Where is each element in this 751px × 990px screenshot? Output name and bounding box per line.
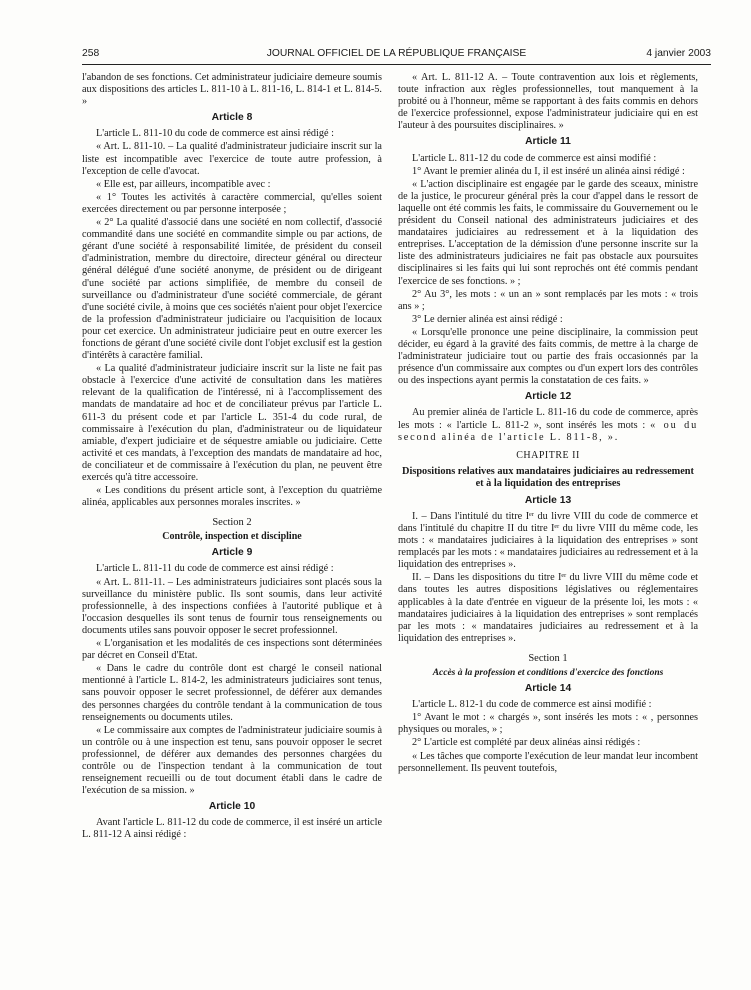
- paragraph: Avant l'article L. 811-12 du code de commerce, il est inséré un article L. 811-12 A ainsi rédigé :: [82, 817, 382, 841]
- section-heading: Section 2: [212, 517, 252, 529]
- paragraph: « L'action disciplinaire est engagée par le garde des sceaux, ministre de la justice, le procureur général près la cour d'appel dans le ressort de laquelle ont été commis les faits, le commissaire du Gouvernement ou le président du Conseil national des administrateurs judiciaires et des mandataires judiciaires au redressement et à la liquidation des entreprises. L'acceptation de la démission d'une personne inscrite sur la liste des administrateurs judiciaires ne fait pas obstacle aux poursuites disciplinaires si les faits qui lui sont reprochés ont été commis pendant l'exercice de ses fonctions. » ;: [398, 178, 698, 287]
- section-heading: Section 1: [528, 652, 568, 664]
- left-column: [82, 72, 382, 843]
- article-heading: Article 9: [211, 547, 253, 559]
- paragraph: « Dans le cadre du contrôle dont est chargé le conseil national mentionné à l'article L. 814-2, les administrateurs judiciaires sont tenus, sans pouvoir opposer le secret professionnel, de déférer aux demandes des personnes chargées du contrôle tendant à la communication de tous renseignements ou documents utiles.: [82, 663, 382, 723]
- inserted-words: « ou du second alinéa de l'article L. 811-8, ».: [398, 419, 698, 443]
- article-heading: Article 11: [525, 136, 571, 148]
- paragraph: « La qualité d'administrateur judiciaire inscrit sur la liste ne fait pas obstacle à l'exercice d'une activité de consultation dans les matières relevant de la qualification de l'intéressé, ni à l'accomplissement des mandats de mandataire ad hoc et de conciliateur prévus par l'article L. 611-3 du présent code et par l'article L. 351-4 du code rural, de commissaire à l'exécution du plan, d'administrateur ou de liquidateur amiable, d'expert judiciaire et de séquestre amiable ou judiciaire. Cette activité et ces mandats, à l'exception des mandats de mandataire ad hoc, de conciliateur et de commissaire à l'exécution du plan, ne peuvent être exercés qu'à titre accessoire.: [82, 363, 382, 483]
- paragraph: II. – Dans les dispositions du titre Iᵉʳ du livre VIII du même code et dans toutes les autres dispositions législatives ou réglementaires applicables à la date d'entrée en vigueur de la présente loi, les mots : « mandataires judiciaires à la liquidation des entreprises » sont remplacés par les mots : « mandataires judiciaires au redressement et à la liquidation des entreprises ».: [398, 572, 698, 644]
- paragraph: « 2° La qualité d'associé dans une société en nom collectif, d'associé commandité dans une société en commandite simple ou par actions, de gérant d'une société à responsabilité limitée, de président du conseil d'administration, membre du directoire, directeur général ou directeur général délégué d'une société anonyme, de président ou de dirigeant d'une société par actions simplifiée, de membre du conseil de surveillance ou d'administrateur d'une société commerciale, de gérant d'une société civile, à moins que ces sociétés n'aient pour objet l'exercice de la profession d'administrateur judiciaire ou l'acquisition de locaux pour cet exercice. Un administrateur judiciaire peut en outre exercer les fonctions de gérant d'une société civile dont l'objet exclusif est la gestion d'intérêts à caractère familial.: [82, 217, 382, 362]
- paragraph-text: Au premier alinéa de l'article L. 811-16 du code de commerce, après les mots : « l'article L. 811-2 », sont insérés les mots :: [398, 407, 698, 431]
- page-number: 258: [82, 48, 100, 59]
- paragraph: « L'organisation et les modalités de ces inspections sont déterminées par décret en Conseil d'Etat.: [82, 638, 382, 662]
- paragraph: 2° L'article est complété par deux alinéas ainsi rédigés :: [412, 737, 641, 749]
- paragraph: L'article L. 812-1 du code de commerce est ainsi modifié :: [412, 699, 652, 711]
- section-title: Contrôle, inspection et discipline: [162, 531, 302, 543]
- paragraph: « Art. L. 811-11. – Les administrateurs judiciaires sont placés sous la surveillance du ministère public. Ils sont soumis, dans leur activité professionnelle, à des inspections confiées à l'autorité publique et à l'occasion desquelles ils sont tenus de fournir tous renseignements ou documents utiles sans pouvoir opposer le secret professionnel.: [82, 576, 382, 636]
- paragraph: l'abandon de ses fonctions. Cet administrateur judiciaire demeure soumis aux dispositions des articles L. 811-10 à L. 811-16, L. 814-1 et L. 814-5. »: [82, 72, 382, 108]
- publication-date: 4 janvier 2003: [646, 48, 711, 59]
- chapter-heading: CHAPITRE II: [516, 449, 580, 461]
- paragraph: L'article L. 811-10 du code de commerce est ainsi rédigé :: [96, 128, 334, 140]
- article-heading: Article 13: [524, 494, 572, 506]
- paragraph: [398, 407, 698, 443]
- paragraph: « Lorsqu'elle prononce une peine disciplinaire, la commission peut décider, eu égard à la gravité des faits commis, de mettre à la charge de l'administrateur judiciaire tout ou partie des frais occasionnés par la présence d'un commissaire aux comptes ou d'un expert lors des contrôles ou des inspections ayant permis la constatation de ces faits. »: [398, 326, 698, 387]
- paragraph: « 1° Toutes les activités à caractère commercial, qu'elles soient exercées directement ou par personne interposée ;: [82, 191, 382, 215]
- paragraph: I. – Dans l'intitulé du titre Iᵉʳ du livre VIII du code de commerce et dans l'intitulé du chapitre II du titre Iᵉʳ du livre VIII du même code, les mots : « mandataires judiciaires à la liquidation des entreprises » sont remplacés par les mots : « mandataires judiciaires au redressement et à la liquidation des entreprises ».: [398, 510, 698, 571]
- paragraph: 1° Avant le mot : « chargés », sont insérés les mots : « , personnes physiques ou morales, » ;: [398, 712, 698, 736]
- paragraph: « Les conditions du présent article sont, à l'exception du quatrième alinéa, applicables aux personnes morales inscrites. »: [82, 485, 382, 509]
- paragraph: « Les tâches que comporte l'exécution de leur mandat leur incombent personnellement. Ils peuvent toutefois,: [398, 750, 698, 774]
- right-column: [398, 72, 698, 776]
- journal-title: JOURNAL OFFICIEL DE LA RÉPUBLIQUE FRANÇAISE: [266, 48, 527, 59]
- paragraph: 3° Le dernier alinéa est ainsi rédigé :: [412, 313, 563, 325]
- paragraph: « Le commissaire aux comptes de l'administrateur judiciaire soumis à un contrôle ou à une inspection est tenu, sans pouvoir opposer le secret professionnel, de déférer aux demandes des personnes chargées du contrôle ou de l'inspection tendant à la communication de tout renseignement recueilli ou de tout document établi dans le cadre de l'exécution de sa mission. »: [82, 724, 382, 797]
- paragraph: « Art. L. 811-12 A. – Toute contravention aux lois et règlements, toute infraction aux règles professionnelles, tout manquement à la probité ou à l'honneur, même se rapportant à des faits commis en dehors de l'exercice professionnel, expose l'administrateur judiciaire qui en est l'auteur à des poursuites disciplinaires. »: [398, 72, 698, 132]
- paragraph: « Art. L. 811-10. – La qualité d'administrateur judiciaire inscrit sur la liste est incompatible avec l'exercice de toute autre profession, à l'exception de celle d'avocat.: [82, 141, 382, 177]
- paragraph: « Elle est, par ailleurs, incompatible avec :: [96, 178, 271, 190]
- paragraph: 2° Au 3°, les mots : « un an » sont remplacés par les mots : « trois ans » ;: [398, 288, 698, 312]
- paragraph: L'article L. 811-12 du code de commerce est ainsi modifié :: [412, 152, 657, 164]
- article-heading: Article 12: [524, 391, 572, 403]
- paragraph: L'article L. 811-11 du code de commerce est ainsi rédigé :: [96, 563, 334, 575]
- paragraph: 1° Avant le premier alinéa du I, il est inséré un alinéa ainsi rédigé :: [412, 165, 685, 177]
- section-title: Accès à la profession et conditions d'exercice des fonctions: [432, 668, 664, 679]
- article-heading: Article 14: [524, 683, 572, 695]
- article-heading: Article 8: [211, 112, 253, 124]
- page-header: [82, 48, 711, 65]
- chapter-title: Dispositions relatives aux mandataires judiciaires au redressement et à la liquidation des entreprises: [402, 465, 694, 490]
- article-heading: Article 10: [208, 801, 256, 813]
